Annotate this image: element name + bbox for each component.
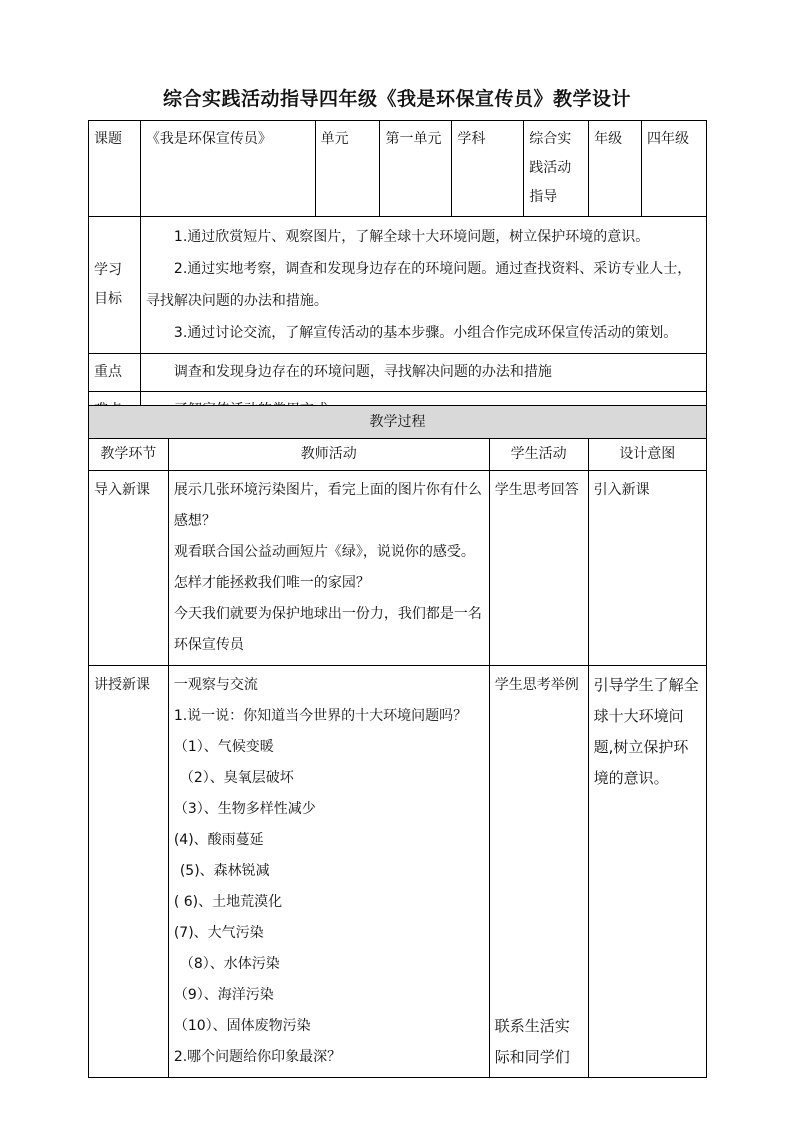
student-cell [489,666,588,1078]
table-row [89,666,707,1078]
teacher-line: 今天我们就要为保护地球出一份力，我们都是一名环保宣传员 [173,606,482,653]
page-title: 综合实践活动指导四年级《我是环保宣传员》教学设计 [162,88,631,110]
teacher-line: （9）、海洋污染 [173,987,274,1003]
objectives-list [140,217,706,354]
intent-cell: 引入新课 [588,471,706,666]
grade-label: 年级 [589,121,642,217]
header-student: 学生活动 [489,439,588,471]
key-point-value: 调查和发现身边存在的环境问题，寻找解决问题的办法和措施 [140,354,706,392]
unit-label: 单元 [315,121,380,217]
teacher-line: 1.说一说：你知道当今世界的十大环境问题吗？ [173,708,468,724]
header-teacher: 教师活动 [168,439,489,471]
process-title-row [89,406,707,439]
discipline-label: 学科 [452,121,524,217]
subject-label: 课题 [89,121,141,217]
key-point-row [89,354,707,392]
info-table [88,120,707,430]
info-row [89,121,707,217]
student-activity-note: 联系生活实际和同学们 [494,1017,570,1066]
teacher-line: 展示几张环境污染图片，看完上面的图片你有什么感想？ [173,482,482,529]
process-table [88,405,707,1078]
teacher-cell [168,471,489,666]
objectives-row [89,217,707,354]
objective-item: 2.通过实地考察，调查和发现身边存在的环境问题。通过查找资料、采访专业人士，寻找解决问题的办法和措施。 [145,261,692,309]
discipline-value: 综合实践活动指导 [524,121,589,217]
teacher-line: （2）、臭氧层破坏 [179,770,294,786]
key-point-label: 重点 [89,354,141,392]
teacher-line: （10）、固体废物污染 [173,1018,311,1034]
teacher-line: (5)、森林锐减 [179,863,270,879]
objective-item: 3.通过讨论交流，了解宣传活动的基本步骤。小组合作完成环保宣传活动的策划。 [173,325,678,341]
stage-cell: 导入新课 [89,471,169,666]
teacher-line: （1）、气候变暖 [173,739,274,755]
teacher-line: (4)、酸雨蔓延 [173,832,264,848]
subject-value: 《我是环保宣传员》 [140,121,315,217]
intent-cell: 引导学生了解全球十大环境问题,树立保护环境的意识。 [588,666,706,1078]
process-header-row [89,439,707,471]
teacher-cell [168,666,489,1078]
teacher-line: （3）、生物多样性减少 [173,801,316,817]
teacher-line: 2.哪个问题给你印象最深？ [173,1049,342,1065]
stage-cell: 讲授新课 [89,666,169,1078]
table-row [89,471,707,666]
teacher-line: （8）、水体污染 [179,956,280,972]
objectives-label: 学习目标 [89,217,141,354]
grade-value: 四年级 [642,121,707,217]
header-stage: 教学环节 [89,439,169,471]
teacher-line: 一观察与交流 [173,677,258,693]
header-intent: 设计意图 [588,439,706,471]
student-cell: 学生思考回答 [489,471,588,666]
unit-value: 第一单元 [380,121,452,217]
student-activity: 学生思考举例 [494,677,579,693]
objective-item: 1.通过欣赏短片、观察图片，了解全球十大环境问题，树立保护环境的意识。 [173,229,650,245]
teacher-line: 观看联合国公益动画短片《绿》，说说你的感受。 [173,544,475,560]
teacher-line: (7)、大气污染 [173,925,264,941]
teacher-line: ( 6)、土地荒漠化 [173,894,283,910]
teacher-line: 怎样才能拯救我们唯一的家园？ [173,575,370,591]
process-title: 教学过程 [89,406,707,439]
